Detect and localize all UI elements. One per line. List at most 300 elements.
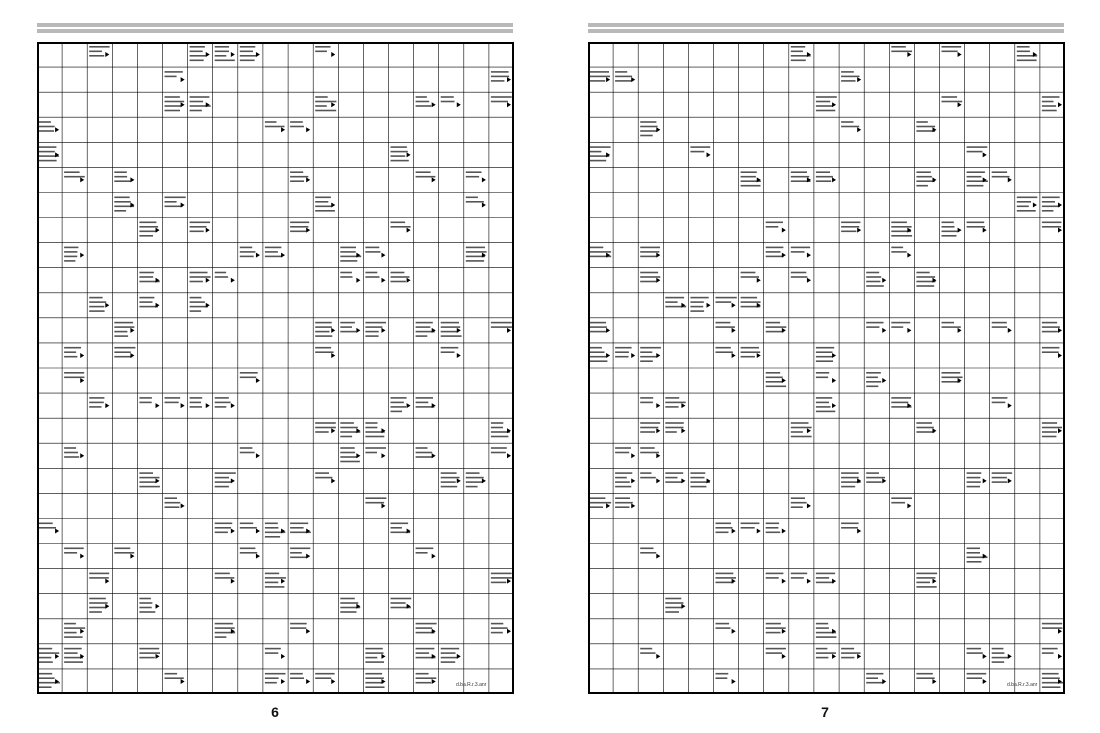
clue-arrow [1058,203,1062,208]
clue-arrow [707,303,711,308]
clue-arrow [105,604,109,609]
clue-arrow [281,579,285,584]
clue-arrow [281,127,285,132]
clue-cell [967,222,987,233]
clue-cell [315,673,335,684]
clue-cell [665,297,686,308]
clue-cell [240,523,260,534]
clue-cell [816,623,837,638]
clue-arrow [631,503,635,508]
clue-arrow [857,529,861,534]
clue-arrow [782,378,786,383]
clue-cell [916,573,937,588]
clue-cell [1017,46,1037,61]
clue-arrow [656,253,660,258]
clue-arrow [707,152,711,157]
clue-cell [992,322,1012,333]
clue-arrow [356,328,360,333]
clue-cell [690,472,710,487]
clue-cell [340,447,360,462]
clue-arrow [105,403,109,408]
clue-cell [114,197,134,212]
clue-cell [391,272,411,283]
clue-cell [741,523,761,534]
clue-cell [1042,648,1062,659]
clue-arrow [457,353,461,358]
clue-cell [615,447,635,458]
clue-arrow [356,278,360,283]
clue-arrow [507,579,511,584]
clue-cell [416,548,436,559]
clue-arrow [306,127,310,132]
clue-cell [590,497,611,508]
clue-cell [64,648,84,663]
clue-cell [816,573,836,584]
clue-arrow [1008,328,1012,333]
clue-arrow [1008,177,1012,182]
clue-cell [265,247,285,258]
clue-arrow [407,228,411,233]
clue-cell [290,222,310,233]
clue-arrow [807,503,811,508]
clue-arrow [381,679,385,684]
clue-cell [114,548,134,559]
clue-cell [640,548,660,559]
clue-cell [365,422,385,437]
clue-cell [967,548,988,563]
clue-cell [716,673,736,684]
clue-arrow [656,453,660,458]
clue-cell [716,347,736,358]
clue-arrow [306,554,310,559]
clue-cell [766,573,786,584]
clue-cell [716,523,736,534]
clue-arrow [631,478,635,483]
clue-arrow [256,554,260,559]
clue-cell [766,322,787,333]
clue-arrow [832,102,836,107]
clue-arrow [782,228,786,233]
clue-arrow [331,478,335,483]
clue-arrow [181,203,185,208]
clue-cell [891,497,912,508]
clue-arrow [432,554,436,559]
clue-cell [766,623,786,634]
clue-cell [916,422,936,433]
clue-cell [64,548,84,559]
clue-cell [416,96,436,107]
clue-arrow [206,278,210,283]
clue-cell [340,247,361,262]
clue-cell [916,673,936,684]
clue-arrow [356,453,360,458]
clue-arrow [757,353,761,358]
clue-cell [139,648,160,659]
clue-cell [89,573,109,584]
clue-cell [290,171,310,182]
clue-arrow [231,478,235,483]
clue-arrow [156,403,160,408]
clue-arrow [882,378,886,383]
clue-arrow [331,428,335,433]
clue-arrow [958,228,962,233]
clue-arrow [857,654,861,659]
clue-cell [290,673,310,684]
clue-cell [265,121,285,132]
clue-arrow [1058,228,1062,233]
clue-arrow [932,679,936,684]
clue-arrow [181,679,185,684]
clue-arrow [907,503,911,508]
clue-arrow [656,554,660,559]
clue-arrow [907,52,911,57]
clue-arrow [857,228,861,233]
clue-cell [640,121,660,136]
clue-cell [165,397,185,408]
clue-arrow [606,503,610,508]
clue-arrow [231,52,235,57]
clue-cell [416,447,436,458]
clue-cell [1042,96,1062,111]
clue-cell [491,573,512,584]
clue-cell [139,598,159,613]
clue-arrow [832,353,836,358]
clue-arrow [256,453,260,458]
clue-cell [766,648,786,659]
clue-arrow [732,303,736,308]
clue-cell [315,472,335,483]
clue-cell [365,322,386,337]
clue-arrow [80,453,84,458]
clue-arrow [482,203,486,208]
clue-arrow [181,102,185,107]
clue-arrow [507,629,511,634]
clue-cell [441,648,461,663]
clue-arrow [757,529,761,534]
crossword-grid-right [588,42,1065,694]
clue-cell [190,46,210,61]
clue-cell [265,673,286,684]
clue-arrow [857,127,861,132]
clue-cell [114,322,134,337]
clue-cell [816,397,836,412]
clue-arrow [656,278,660,283]
clue-arrow [482,478,486,483]
clue-arrow [907,253,911,258]
clue-cell [590,347,610,362]
puzzle-credit: d.ba.R.r.3.anr [456,682,487,688]
clue-cell [39,648,59,663]
clue-cell [590,322,610,333]
clue-cell [64,347,84,358]
clue-arrow [381,453,385,458]
clue-cell [640,422,660,433]
clue-cell [640,347,661,362]
clue-cell [615,472,635,487]
clue-cell [615,71,635,82]
clue-cell [590,146,611,161]
clue-arrow [432,679,436,684]
clue-cell [441,347,461,358]
clue-arrow [381,328,385,333]
clue-arrow [606,353,610,358]
clue-arrow [331,52,335,57]
clue-cell [416,322,436,337]
clue-cell [340,322,360,333]
clue-arrow [130,328,134,333]
clue-cell [1042,322,1062,333]
clue-arrow [331,102,335,107]
clue-cell [967,673,987,684]
clue-arrow [80,353,84,358]
clue-cell [441,96,461,107]
clue-cell [114,347,135,358]
clue-cell [290,623,310,634]
clue-cell [441,472,461,487]
clue-arrow [206,52,210,57]
clue-arrow [782,579,786,584]
clue-cell [866,322,886,333]
clue-cell [491,422,511,437]
clue-arrow [407,278,411,283]
clue-arrow [681,403,685,408]
clue-cell [365,272,385,283]
clue-arrow [507,328,511,333]
clue-cell [741,297,761,308]
clue-arrow [432,102,436,107]
clue-arrow [130,353,134,358]
clue-cell [942,96,963,107]
clue-arrow [1058,428,1062,433]
clue-arrow [782,629,786,634]
clue-cell [416,397,436,408]
clue-cell [791,573,811,584]
clue-arrow [1008,403,1012,408]
clue-arrow [732,328,736,333]
clue-cell [766,523,786,534]
clue-cell [615,347,635,358]
clue-cell [315,96,336,111]
clue-cell [791,422,812,437]
clue-arrow [256,253,260,258]
clue-cell [365,247,385,258]
clue-cell [190,96,211,111]
clue-arrow [983,478,987,483]
clue-arrow [782,529,786,534]
clue-cell [215,46,235,61]
clue-arrow [381,654,385,659]
clue-arrow [681,478,685,483]
clue-cell [165,497,185,508]
clue-cell [190,297,210,312]
clue-arrow [432,453,436,458]
clue-arrow [832,177,836,182]
clue-cell [64,372,84,383]
clue-cell [816,347,836,362]
clue-arrow [55,127,59,132]
clue-arrow [206,228,210,233]
clue-arrow [181,503,185,508]
clue-cell [466,197,486,208]
clue-arrow [507,77,511,82]
clue-arrow [882,328,886,333]
clue-arrow [983,654,987,659]
clue-arrow [381,278,385,283]
clue-cell [866,272,886,287]
clue-arrow [457,328,461,333]
clue-cell [891,46,912,57]
clue-arrow [482,177,486,182]
clue-cell [891,222,912,237]
clue-cell [441,322,462,337]
clue-cell [766,372,786,387]
clue-cell [290,548,310,559]
clue-arrow [807,428,811,433]
clue-cell [240,548,260,559]
clue-cell [866,372,886,387]
clue-cell [139,297,159,308]
clue-arrow [782,654,786,659]
clue-arrow [457,102,461,107]
clue-cell [916,121,936,132]
clue-cell [716,623,736,634]
clue-cell [841,121,861,132]
clue-arrow [832,654,836,659]
clue-cell [265,573,286,588]
clue-arrow [1058,328,1062,333]
clue-cell [1042,222,1062,233]
clue-arrow [80,629,84,634]
clue-cell [315,347,335,358]
clue-arrow [256,529,260,534]
clue-arrow [732,353,736,358]
clue-cell [340,422,360,437]
clue-arrow [105,52,109,57]
clue-arrow [105,579,109,584]
clue-arrow [80,378,84,383]
clue-cell [791,46,811,61]
clue-arrow [432,177,436,182]
clue-cell [365,447,386,458]
clue-arrow [55,654,59,659]
clue-cell [215,397,235,408]
right-page [550,0,1100,733]
clue-arrow [606,77,610,82]
clue-arrow [281,253,285,258]
clue-cell [1042,347,1062,358]
clue-arrow [807,579,811,584]
crossword-grid-left [37,42,514,694]
clue-cell [816,372,836,383]
clue-cell [265,523,285,538]
clue-cell [89,46,109,57]
clue-cell [766,247,786,258]
clue-arrow [256,378,260,383]
clue-cell [240,372,260,383]
clue-arrow [958,328,962,333]
clue-cell [665,422,685,433]
clue-arrow [932,428,936,433]
clue-arrow [457,478,461,483]
clue-cell [716,573,737,584]
clue-cell [992,397,1012,408]
header-bars [588,23,1064,37]
clue-arrow [1058,353,1062,358]
clue-cell [816,648,836,659]
clue-cell [992,171,1012,182]
clue-arrow [156,604,160,609]
clue-arrow [656,127,660,132]
clue-cell [139,222,159,237]
clue-cell [766,222,786,233]
clue-cell [365,673,385,688]
clue-arrow [306,629,310,634]
clue-cell [640,472,660,483]
clue-arrow [231,278,235,283]
clue-cell [491,447,511,458]
clue-cell [992,648,1012,663]
clue-cell [967,146,988,157]
clue-arrow [732,579,736,584]
clue-cell [165,71,185,82]
header-bars [37,23,513,37]
clue-cell [391,598,412,609]
clue-cell [215,472,236,487]
clue-arrow [958,52,962,57]
clue-arrow [256,52,260,57]
clue-arrow [732,529,736,534]
clue-cell [416,623,437,634]
clue-cell [816,96,837,111]
clue-arrow [656,353,660,358]
clue-arrow [832,403,836,408]
clue-cell [416,171,436,182]
clue-cell [791,247,811,258]
clue-cell [791,171,811,182]
clue-arrow [80,253,84,258]
clue-cell [64,447,84,458]
clue-cell [165,197,186,208]
clue-arrow [882,478,886,483]
clue-cell [190,272,211,283]
clue-arrow [281,654,285,659]
clue-cell [590,247,611,258]
clue-cell [215,573,235,584]
clue-arrow [631,353,635,358]
clue-cell [640,272,660,283]
clue-cell [916,171,936,186]
clue-arrow [907,328,911,333]
clue-cell [665,598,685,613]
clue-arrow [681,604,685,609]
clue-arrow [656,654,660,659]
clue-cell [916,272,936,287]
clue-cell [391,523,411,534]
clue-cell [866,472,886,483]
clue-arrow [732,629,736,634]
clue-arrow [983,228,987,233]
clue-cell [466,472,486,487]
clue-cell [665,472,685,483]
clue-arrow [807,278,811,283]
clue-cell [290,121,310,132]
clue-arrow [857,77,861,82]
clue-cell [690,297,710,312]
clue-arrow [983,152,987,157]
clue-cell [190,397,210,408]
clue-arrow [231,403,235,408]
clue-cell [491,71,511,82]
